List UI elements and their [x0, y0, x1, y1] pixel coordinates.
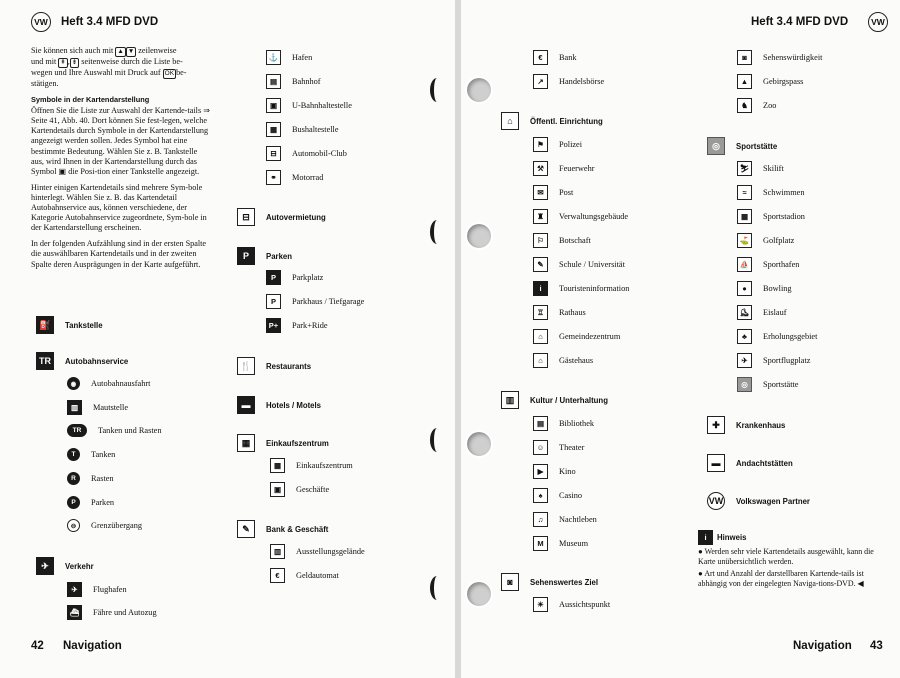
hotel-icon: ▬	[237, 396, 255, 414]
item-u-bahn	[266, 98, 352, 113]
item-geschaefte	[270, 482, 329, 497]
school-icon: ✎	[533, 257, 548, 272]
item-label: Aussichtspunkt	[559, 600, 611, 609]
item-label: Automobil-Club	[292, 149, 347, 158]
item-motorrad	[266, 170, 323, 185]
item-label: Gästehaus	[559, 356, 594, 365]
item-nachtleben	[533, 512, 597, 527]
ok-key-icon: OK	[164, 70, 175, 77]
category-oeffentl	[501, 112, 603, 130]
category-tankstelle	[36, 316, 103, 334]
public-facility-icon: ⌂	[501, 112, 519, 130]
item-label: Nachtleben	[559, 515, 597, 524]
border-crossing-icon: ⊖	[67, 519, 80, 532]
binding-clip	[430, 428, 444, 452]
post-office-icon: ✉	[533, 185, 548, 200]
punch-hole	[465, 580, 493, 608]
ferry-icon: ⛴	[67, 605, 82, 620]
parking-category-icon: P	[237, 247, 255, 265]
item-label: Bowling	[763, 284, 792, 293]
punch-hole	[465, 76, 493, 104]
item-label: Botschaft	[559, 236, 591, 245]
category-label: Autobahnservice	[65, 356, 129, 366]
category-label: Öffentl. Einrichtung	[530, 116, 603, 126]
item-museum	[533, 536, 588, 551]
museum-icon: M	[533, 536, 548, 551]
item-label: Tanken	[91, 450, 116, 459]
subway-icon: ▣	[266, 98, 281, 113]
category-label: Kultur / Unterhaltung	[530, 395, 608, 405]
category-label: Hotels / Motels	[266, 400, 322, 410]
item-label: Sporthafen	[763, 260, 800, 269]
item-eislauf	[737, 305, 787, 320]
shopping-center-icon: ▦	[237, 434, 255, 452]
item-label: Polizei	[559, 140, 583, 149]
item-geldautomat	[270, 568, 339, 583]
item-skilift	[737, 161, 784, 176]
item-label: Geldautomat	[296, 571, 339, 580]
item-bibliothek	[533, 416, 594, 431]
bowling-icon: ●	[737, 281, 752, 296]
item-label: Flughafen	[93, 585, 127, 594]
library-icon: ▤	[533, 416, 548, 431]
traffic-icon: ✈	[36, 557, 54, 575]
item-sporthafen	[737, 257, 799, 272]
golf-icon: ⛳	[737, 233, 752, 248]
item-label: Rasten	[91, 474, 114, 483]
category-andacht	[707, 454, 793, 472]
page-header-title: Heft 3.4 MFD DVD	[751, 16, 849, 28]
item-label: Park+Ride	[292, 321, 328, 330]
item-label: Feuerwehr	[559, 164, 595, 173]
mountain-pass-icon: ▲	[737, 74, 752, 89]
item-label: Eislauf	[763, 308, 787, 317]
car-club-icon: ⊟	[266, 146, 281, 161]
item-label: Ausstellungsgelände	[296, 547, 365, 556]
item-kino	[533, 464, 576, 479]
zoo-icon: ♞	[737, 98, 752, 113]
binding-clip	[430, 576, 444, 600]
item-erholung	[737, 329, 817, 344]
item-bahnhof	[266, 74, 321, 89]
item-gaestehaus	[533, 353, 593, 368]
motorcycle-icon: ⚭	[266, 170, 281, 185]
category-autobahnservice	[36, 352, 128, 370]
item-label: Geschäfte	[296, 485, 330, 494]
bank-icon: €	[533, 50, 548, 65]
shops-icon: ▣	[270, 482, 285, 497]
item-ausstellung	[270, 544, 365, 559]
intro-line-1b: zeilenweise	[138, 46, 177, 55]
item-bank	[533, 50, 577, 65]
section-subheading: Symbole in der Kartendarstellung	[31, 95, 150, 105]
item-sehenswuerdigkeit	[737, 50, 822, 65]
intro-line-3: wegen und Ihre Auswahl mit Druck auf	[31, 68, 161, 77]
item-label: Gemeindezentrum	[559, 332, 621, 341]
item-verwaltung	[533, 209, 628, 224]
intro-line-3b: be-	[176, 68, 187, 77]
guest-house-icon: ⌂	[533, 353, 548, 368]
sightseeing-icon: ◙	[501, 573, 519, 591]
atm-icon: €	[270, 568, 285, 583]
item-label: Museum	[559, 539, 589, 548]
paragraph-3: In der folgenden Aufzählung sind in der ersten Spalte die auswählbaren Kartendetails und in der zweiten Spalte deren Ausprägungen in der Karte aufgeführt.	[31, 239, 207, 269]
fire-department-icon: ⚒	[533, 161, 548, 176]
item-aussichtspunkt	[533, 597, 610, 612]
intro-line-2a: und mit	[31, 57, 57, 66]
hinweis-heading	[698, 530, 746, 545]
fuel-and-rest-icon: TR	[67, 424, 87, 437]
intro-line-4: stätigen.	[31, 79, 59, 88]
paragraph-2: Hinter einigen Kartendetails sind mehrere Sym-bole hinterlegt. Wählen Sie z. B. das Kartendetail Autobahnservice aus, können verschiedene, der Kategorie Autobahnservice zugeordnete, Sym-bole in der Kartendarstellung erscheinen.	[31, 182, 207, 233]
item-label: Mautstelle	[93, 403, 129, 412]
item-parkplatz	[266, 270, 323, 285]
item-sportstadion	[737, 209, 805, 224]
town-hall-icon: ♖	[533, 305, 548, 320]
embassy-icon: ⚐	[533, 233, 548, 248]
police-icon: ⚑	[533, 137, 548, 152]
hinweis-bullet-2: Art und Anzahl der darstellbaren Kartende-tails ist abhängig von der eingelegten Naviga-tions-DVD. ◀	[698, 569, 864, 588]
cinema-icon: ▶	[533, 464, 548, 479]
item-label: Bushaltestelle	[292, 125, 339, 134]
swimming-icon: ≈	[737, 185, 752, 200]
category-label: Krankenhaus	[736, 420, 786, 430]
category-label: Volkswagen Partner	[736, 496, 810, 506]
item-label: Hafen	[292, 53, 313, 62]
item-label: Erholungsgebiet	[763, 332, 818, 341]
stadium-icon: ▦	[737, 209, 752, 224]
viewpoint-icon: ☀	[533, 597, 548, 612]
hinweis-body: ● Werden sehr viele Kartendetails ausgewählt, kann die Karte unübersichtlich werden. ● Art und Anzahl der darstellbaren Kartende-tails ist abhängig von der eingelegten Naviga-tions-DVD. ◀	[698, 547, 874, 588]
item-botschaft	[533, 233, 591, 248]
category-label: Sportstätte	[736, 141, 778, 151]
item-rasten	[67, 472, 114, 485]
binding-clip	[430, 220, 444, 244]
item-polizei	[533, 137, 582, 152]
category-bank	[237, 520, 328, 538]
hinweis-title: Hinweis	[717, 533, 747, 542]
item-label: Parkhaus / Tiefgarage	[292, 297, 365, 306]
item-sportflugplatz	[737, 353, 810, 368]
ice-skating-icon: ⛸	[737, 305, 752, 320]
category-restaurants	[237, 357, 311, 375]
sports-venue-icon: ◎	[737, 377, 752, 392]
category-hotels	[237, 396, 321, 414]
sports-facility-icon: ◎	[707, 137, 725, 155]
airport-icon: ✈	[67, 582, 82, 597]
item-bus	[266, 122, 339, 137]
hinweis-bullet-1: Werden sehr viele Kartendetails ausgewählt, kann die Karte unübersichtlich werden.	[698, 547, 874, 566]
item-tanken	[67, 448, 115, 461]
page-header-title: Heft 3.4 MFD DVD	[61, 16, 159, 28]
vw-logo-icon: VW	[31, 12, 51, 32]
item-label: Bank	[559, 53, 577, 62]
hospital-icon: ✚	[707, 416, 725, 434]
category-label: Bank & Geschäft	[266, 524, 329, 534]
recreation-area-icon: ♣	[737, 329, 752, 344]
car-rental-icon: ⊟	[237, 208, 255, 226]
community-center-icon: ⌂	[533, 329, 548, 344]
item-label: Sportstadion	[763, 212, 805, 221]
binding-clip	[430, 78, 444, 102]
item-park-ride	[266, 318, 328, 333]
info-icon: i	[698, 530, 713, 545]
category-einkauf	[237, 434, 329, 452]
item-golfplatz	[737, 233, 794, 248]
category-label: Tankstelle	[65, 320, 103, 330]
culture-icon: ▥	[501, 391, 519, 409]
item-touristinfo	[533, 281, 629, 296]
item-label: Skilift	[763, 164, 784, 173]
ski-lift-icon: ⛷	[737, 161, 752, 176]
page-down-key-icon: ⇟	[71, 59, 78, 66]
item-parken	[67, 496, 114, 509]
highway-service-icon: TR	[36, 352, 54, 370]
intro-line-1: Sie können sich auch mit	[31, 46, 114, 55]
place-of-worship-icon: ▬	[707, 454, 725, 472]
item-label: Post	[559, 188, 574, 197]
item-label: Bahnhof	[292, 77, 321, 86]
category-autovermietung	[237, 208, 326, 226]
up-key-icon: ▲	[117, 48, 124, 55]
paragraph-1: Öffnen Sie die Liste zur Auswahl der Kartende-tails ⇒ Seite 41, Abb. 40. Dort können Sie fest-legen, welche Kartendetails durch Symbole in der Kartendarstellung angezeigt werden sollen. Jedes Symbol hat eine bestimmte Bedeutung. Wählen Sie z. B. Tankstelle aus, wird Ihnen in der Kartendarstellung durch das Symbol ▣ die Posi-tion einer Tankstelle angezeigt.	[31, 106, 211, 176]
category-label: Andachtstätten	[736, 458, 793, 468]
item-label: Sehenswürdigkeit	[763, 53, 823, 62]
shopping-mall-icon: ▦	[270, 458, 285, 473]
item-label: Verwaltungsgebäude	[559, 212, 629, 221]
footer-page-number: 43	[870, 640, 883, 652]
item-theater	[533, 440, 584, 455]
footer-page-number: 42	[31, 640, 44, 652]
category-label: Parken	[266, 251, 293, 261]
item-zoo	[737, 98, 776, 113]
item-handelsboerse	[533, 74, 604, 89]
item-label: Fähre und Autozug	[93, 608, 157, 617]
item-tanken-und-rasten	[67, 424, 161, 437]
item-einkaufszentrum	[270, 458, 353, 473]
stock-exchange-icon: ↗	[533, 74, 548, 89]
category-label: Sehenswertes Ziel	[530, 577, 599, 587]
bank-business-icon: ✎	[237, 520, 255, 538]
category-label: Einkaufszentrum	[266, 438, 329, 448]
landmark-icon: ◙	[737, 50, 752, 65]
parking-lot-icon: P	[266, 270, 281, 285]
item-label: Tanken und Rasten	[98, 426, 162, 435]
item-label: Motorrad	[292, 173, 324, 182]
item-label: Gebirgspass	[763, 77, 804, 86]
harbor-icon: ⚓	[266, 50, 281, 65]
item-label: Handelsbörse	[559, 77, 605, 86]
category-sport	[707, 137, 777, 155]
item-label: Touristeninformation	[559, 284, 630, 293]
airfield-icon: ✈	[737, 353, 752, 368]
fuel-icon: T	[67, 448, 80, 461]
restaurant-icon: 🍴	[237, 357, 255, 375]
item-label: Casino	[559, 491, 583, 500]
item-label: Sportflugplatz	[763, 356, 811, 365]
category-label: Restaurants	[266, 361, 312, 371]
item-autobahnausfahrt	[67, 377, 150, 390]
item-casino	[533, 488, 582, 503]
item-label: Grenzübergang	[91, 521, 142, 530]
item-schwimmen	[737, 185, 804, 200]
item-schule	[533, 257, 625, 272]
footer-section: Navigation	[63, 640, 122, 652]
item-label: Schwimmen	[763, 188, 805, 197]
item-label: Schule / Universität	[559, 260, 625, 269]
item-faehre	[67, 605, 157, 620]
fuel-station-icon: ⛽	[36, 316, 54, 334]
item-sportstaette	[737, 377, 799, 392]
item-label: Golfplatz	[763, 236, 795, 245]
government-building-icon: ♜	[533, 209, 548, 224]
item-label: U-Bahnhaltestelle	[292, 101, 352, 110]
item-bowling	[737, 281, 792, 296]
item-parkhaus	[266, 294, 364, 309]
category-verkehr	[36, 557, 94, 575]
item-grenzuebergang	[67, 519, 142, 532]
theater-icon: ☺	[533, 440, 548, 455]
category-parken	[237, 247, 292, 265]
item-automobil-club	[266, 146, 347, 161]
item-label: Zoo	[763, 101, 777, 110]
item-gebirgspass	[737, 74, 803, 89]
item-post	[533, 185, 573, 200]
item-label: Bibliothek	[559, 419, 595, 428]
item-label: Sportstätte	[763, 380, 799, 389]
marina-icon: ⛵	[737, 257, 752, 272]
exhibition-icon: ▥	[270, 544, 285, 559]
down-key-icon: ▼	[127, 48, 135, 55]
category-label: Verkehr	[65, 561, 94, 571]
category-krankenhaus	[707, 416, 785, 434]
punch-hole	[465, 222, 493, 250]
tourist-info-icon: i	[533, 281, 548, 296]
item-label: Rathaus	[559, 308, 586, 317]
casino-icon: ♠	[533, 488, 548, 503]
nightlife-icon: ♫	[533, 512, 548, 527]
category-sehenswert	[501, 573, 598, 591]
toll-station-icon: ▥	[67, 400, 82, 415]
item-label: Theater	[559, 443, 585, 452]
item-label: Kino	[559, 467, 576, 476]
footer-section: Navigation	[793, 640, 852, 652]
vw-partner-icon: VW	[707, 492, 725, 510]
item-gemeindezentrum	[533, 329, 620, 344]
park-and-ride-icon: P+	[266, 318, 281, 333]
parking-garage-icon: P	[266, 294, 281, 309]
vw-logo-icon: VW	[868, 12, 888, 32]
item-label: Einkaufszentrum	[296, 461, 353, 470]
rest-icon: R	[67, 472, 80, 485]
category-label: Autovermietung	[266, 212, 326, 222]
train-station-icon: ▤	[266, 74, 281, 89]
right-page	[461, 0, 900, 678]
highway-exit-icon: ◉	[67, 377, 80, 390]
punch-hole	[465, 430, 493, 458]
item-hafen	[266, 50, 312, 65]
item-rathaus	[533, 305, 586, 320]
category-vw-partner	[707, 492, 810, 510]
item-label: Parkplatz	[292, 273, 324, 282]
category-kultur	[501, 391, 608, 409]
page-up-key-icon: ⇞	[60, 59, 66, 66]
bus-stop-icon: ▦	[266, 122, 281, 137]
intro-text: Sie können sich auch mit ▲ ▼ zeilenweise und mit ⇞ , ⇟ seitenweise durch die Liste be- wegen und Ihre Auswahl mit Druck auf OK be- stätigen. Symbole in der Kartendarstellung Öffnen Sie die Liste zur Auswahl der Kartende-tails ⇒ Seite 41, Abb. 40. Dort können Sie fest-legen, welche Kartendetails durch Symbole in der Kartendarstellung angezeigt werden sollen. Jedes Symbol hat eine bestimmte Bedeutung. Wählen Sie z. B. Tankstelle aus, wird Ihnen in der Kartendarstellung durch das Symbol ▣ die Posi-tion einer Tankstelle angezeigt. Hinter einigen Kartendetails sind mehrere Sym-bole hinterlegt. Wählen Sie z. B. das Kartendetail Autobahnservice aus, können verschiedene, der Kategorie Autobahnservice zugeordnete, Sym-bole in der Kartendarstellung erscheinen. In der folgenden Aufzählung sind in der ersten Spalte die auswählbaren Kartendetails und in der zweiten Spalte deren Ausprägungen in der Karte aufgeführt.	[31, 46, 211, 269]
intro-line-2b: seitenweise durch die Liste be-	[81, 57, 183, 66]
item-feuerwehr	[533, 161, 594, 176]
item-label: Parken	[91, 498, 115, 507]
parking-icon: P	[67, 496, 80, 509]
item-flughafen	[67, 582, 127, 597]
item-label: Autobahnausfahrt	[91, 379, 151, 388]
item-mautstelle	[67, 400, 128, 415]
